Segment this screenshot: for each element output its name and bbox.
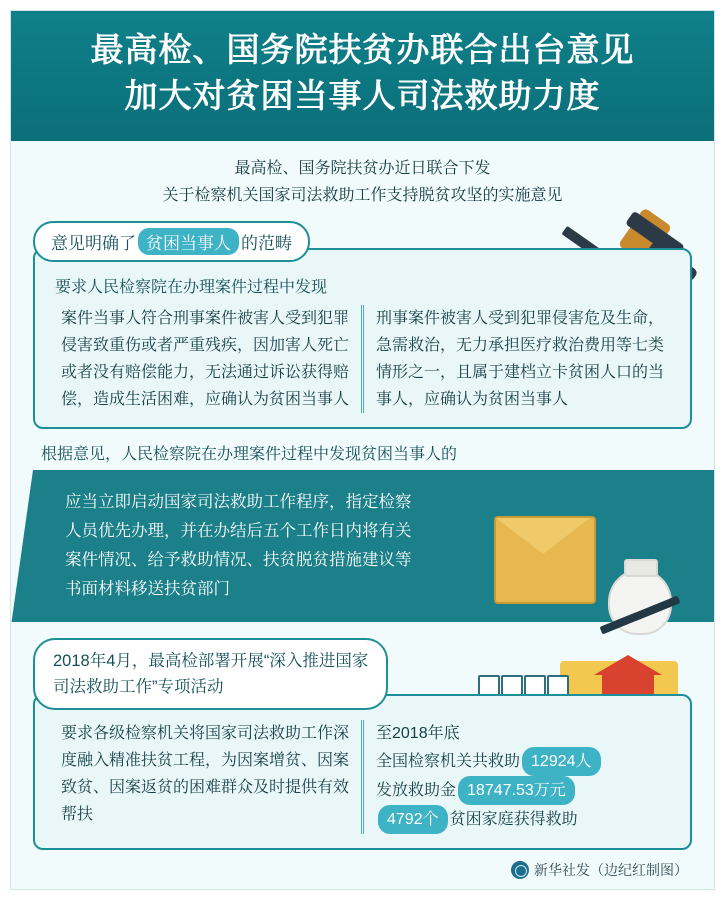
scope-column-right: 刑事案件被害人受到犯罪侵害危及生命，急需救治，无力承担医疗救治费用等七类情形之一，且属于建档立卡贫困人口的当事人，应确认为贫困当事人 bbox=[376, 310, 665, 408]
stat-family-count: 4792个 bbox=[378, 805, 448, 834]
campaign-pill-line1: 2018年4月，最高检部署开展“深入推进国家 bbox=[53, 652, 369, 670]
scope-lead: 要求人民检察院在办理案件过程中发现 bbox=[55, 279, 328, 296]
ribbon-line2: 人员优先办理，并在办结后五个工作日内将有关 bbox=[65, 522, 412, 540]
stat-line2-label: 全国检察机关共救助 bbox=[376, 753, 521, 770]
stat-people-count: 12924人 bbox=[522, 747, 601, 776]
scope-pill-highlight: 贫困当事人 bbox=[138, 228, 239, 255]
ribbon-line1: 应当立即启动国家司法救助工作程序，指定检察 bbox=[65, 493, 412, 511]
subtitle-line1: 最高检、国务院扶贫办近日联合下发 bbox=[234, 160, 491, 177]
campaign-panel bbox=[33, 694, 692, 850]
page-title-line1: 最高检、国务院扶贫办联合出台意见 bbox=[90, 31, 635, 68]
campaign-pill bbox=[33, 638, 388, 710]
procedure-note: 根据意见，人民检察院在办理案件过程中发现贫困当事人的 bbox=[41, 446, 458, 463]
scope-pill-prefix: 意见明确了 bbox=[51, 234, 136, 253]
stat-line2 bbox=[376, 747, 664, 776]
stat-line1: 至2018年底 bbox=[376, 725, 460, 742]
footer-credit-text: 新华社发（边纪红制图） bbox=[534, 862, 688, 878]
stat-line4 bbox=[376, 805, 664, 834]
scope-column-left: 案件当事人符合刑事案件被害人受到犯罪侵害致重伤或者严重残疾，因加害人死亡或者没有赔偿能力，无法通过诉讼获得赔偿，造成生活困难，应确认为贫困当事人 bbox=[49, 305, 364, 413]
subtitle-block bbox=[11, 141, 714, 213]
campaign-pill-line2: 司法救助工作”专项活动 bbox=[53, 678, 224, 696]
stat-amount: 18747.53万元 bbox=[458, 776, 575, 805]
stat-line3 bbox=[376, 776, 664, 805]
scope-columns bbox=[49, 305, 676, 413]
page-title-line2: 加大对贫困当事人司法救助力度 bbox=[124, 77, 601, 114]
xinhua-seal-icon bbox=[511, 861, 529, 879]
scope-pill bbox=[33, 221, 310, 262]
poster-frame bbox=[10, 10, 715, 890]
ribbon-line3: 案件情况、给予救助情况、扶贫脱贫措施建议等 bbox=[65, 551, 412, 569]
campaign-column-left: 要求各级检察机关将国家司法救助工作深度融入精准扶贫工程，为因案增贫、因案致贫、因案返贫的困难群众及时提供有效帮扶 bbox=[49, 720, 364, 834]
footer-credit bbox=[11, 850, 714, 880]
campaign-columns bbox=[49, 720, 676, 834]
stat-line4-label: 贫困家庭获得救助 bbox=[449, 811, 578, 828]
campaign-column-right bbox=[364, 720, 676, 834]
header-band bbox=[11, 11, 714, 141]
scope-panel bbox=[33, 248, 692, 429]
stat-line3-label: 发放救助金 bbox=[376, 782, 457, 799]
procedure-ribbon bbox=[11, 470, 714, 622]
ribbon-line4: 书面材料移送扶贫部门 bbox=[65, 580, 230, 598]
section-scope bbox=[33, 221, 692, 429]
section-campaign bbox=[33, 638, 692, 850]
subtitle-line2: 关于检察机关国家司法救助工作支持脱贫攻坚的实施意见 bbox=[162, 187, 563, 204]
scope-pill-suffix: 的范畴 bbox=[241, 234, 292, 253]
